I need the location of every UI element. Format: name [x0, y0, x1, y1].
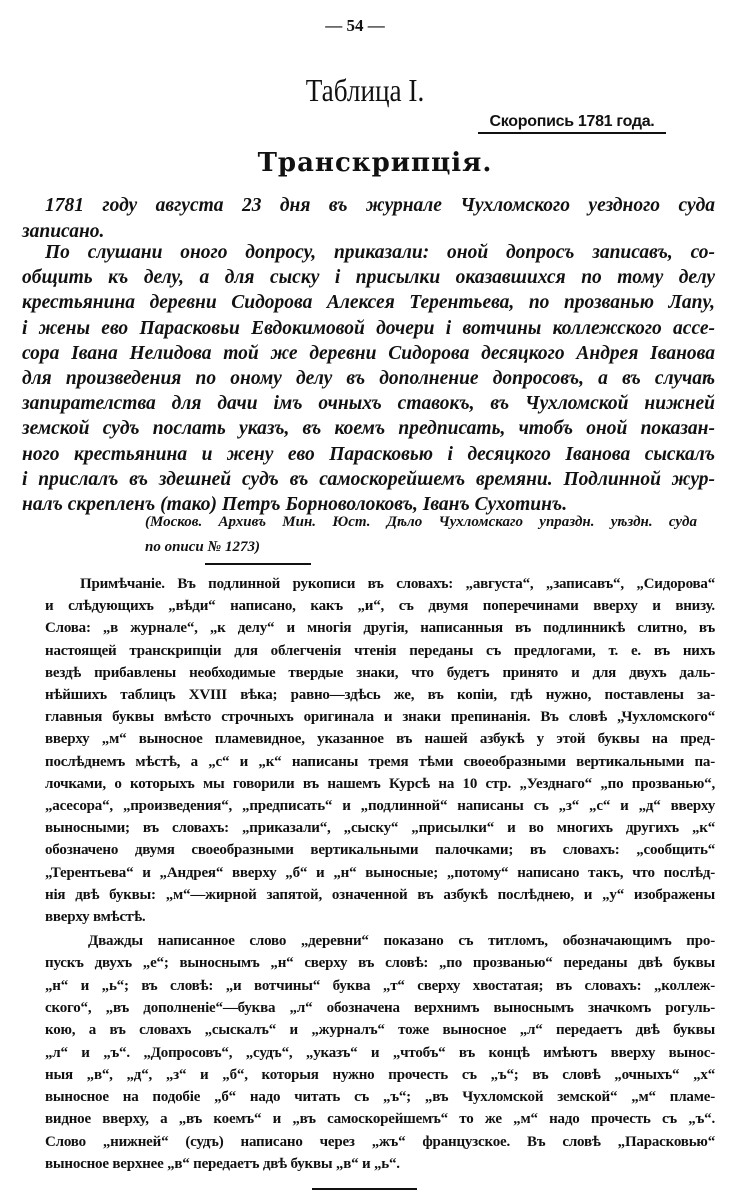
note-line: „л“ и „ъ“. „Допросовъ“, „судъ“, „указъ“ и „чтобъ“ въ концѣ имѣютъ вверху вынос- — [45, 1044, 715, 1061]
note-line: нія двѣ буквы: „м“—жирной запятой, означенной въ азбукѣ послѣднею, и „у“ изображены — [45, 886, 715, 903]
transcription-line: 1781 году августа 23 дня въ журнале Чухломского уездного суда — [45, 195, 715, 216]
note-line: послѣднемъ мѣстѣ, а „с“ и „к“ написаны тремя тѣми своеобразными вертикальными па- — [45, 753, 715, 770]
transcription-line: общить къ делу, а для сыску і присылки оказавшихся по тому делу — [22, 267, 715, 289]
note-line: выносное верхнее „в“ передаетъ двѣ буквы „в“ и „ь“. — [45, 1156, 400, 1172]
transcription-line: земской судъ послать указъ, въ коемъ предписать, чтобъ оной показан- — [22, 418, 715, 440]
note-line: настоящей транскрипціи для облегченія чтенія переданы съ предлогами, т. е. въ нихъ — [45, 642, 715, 659]
transcription-line: По слушани оного допросу, приказали: оной допросъ записавъ, со- — [45, 242, 715, 263]
note-line: вверху „м“ выносное пламевидное, указанное въ нашей азбукѣ у этой буквы на пред- — [45, 731, 715, 748]
note-line: ныя „в“, „д“, „з“ и „б“, которыя нужно прочесть съ „ъ“; въ словѣ „очныхъ“ „х“ — [45, 1066, 715, 1083]
note-line: и слѣдующихъ „вѣди“ написано, какъ „и“, съ двумя поперечинами вверху и внизу. — [45, 598, 715, 615]
note-line: „Терентьева“ и „Андрея“ вверху „б“ и „н“ выносные; „потому“ написано такъ, что послѣд- — [45, 864, 715, 881]
note-line: Дважды написанное слово „деревни“ показано съ титломъ, обозначающимъ про- — [88, 933, 715, 949]
transcription-line: і жены ево Парасковьи Евдокимовой дочери і вотчины коллежского ассе- — [22, 317, 715, 339]
page-number: — 54 — — [325, 16, 385, 35]
note-line: Слова: „в журнале“, „к делу“ и многія другія, написанныя въ подлинникѣ слитно, въ — [45, 620, 715, 637]
table-title: Таблица I. — [305, 72, 425, 108]
note-line: вверху вмѣстѣ. — [45, 909, 146, 925]
note-line: главныя буквы вмѣсто строчныхъ оригинала и знаки препинанія. Въ словѣ „Чухломского“ — [45, 709, 715, 726]
divider — [205, 563, 311, 565]
transcription-line: запирателства для дачи імъ очныхъ ставокъ, въ Чухломской нижней — [22, 393, 715, 415]
transcription-line: для произведения по оному делу въ дополнение допросовъ, а въ случаѣ — [22, 368, 715, 389]
transcription-line: налъ скрепленъ (тако) Петръ Борноволоковъ, Іванъ Сухотинъ. — [22, 494, 568, 515]
transcription-line: сора Івана Нелидова той же деревни Сидорова десяцкого Андрея Іванова — [22, 342, 715, 364]
note-line: видное вверху, а „въ коемъ“ и „въ самоскорейшемъ“ то же „м“ надо прочесть съ „ъ“. — [45, 1111, 715, 1128]
note-line: Примѣчаніе. Въ подлинной рукописи въ словахъ: „августа“, „записавъ“, „Сидорова“ — [80, 576, 715, 592]
transcription-line: крестьянина деревни Сидорова Алексея Терентьева, по прозванью Лапу, — [22, 292, 715, 314]
note-line: лочками, о которыхъ мы говорили въ нашемъ Курсѣ на 10 стр. „Уезднаго“ „по прозванью“, — [45, 775, 715, 792]
transcription-line: і прислалъ въ здешней судъ въ самоскорейшемъ времяни. Подлинной жур- — [22, 468, 715, 490]
note-line: нѣйшихъ таблицъ XVIII вѣка; равно—здѣсь же, въ копіи, гдѣ нужно, поставлены за- — [45, 687, 715, 703]
note-line: вездѣ прибавлены необходимые твердые знаки, что будетъ принято и для двухъ даль- — [45, 664, 715, 681]
note-line: выносное на подобіе „б“ надо читать съ „ъ“; „въ Чухломской земской“ „м“ пламе- — [45, 1089, 715, 1106]
note-line: ского“, „въ дополненіе“—буква „л“ обозначена верхнимъ выноснымъ значкомъ рогуль- — [45, 999, 715, 1016]
note-line: кою, а въ словахъ „сыскалъ“ и „журналъ“ тоже выносное „л“ передаетъ двѣ буквы — [45, 1022, 715, 1039]
note-line: обозначено двумя своеобразными вертикальными палочками; въ словахъ: „сообщить“ — [45, 842, 715, 859]
divider — [312, 1188, 417, 1190]
note-line: выносными; въ словахъ: „приказали“, „сыску“ „присылки“ и во многихъ другихъ „к“ — [45, 820, 715, 837]
note-line: пускъ двухъ „е“; выноснымъ „н“ сверху въ словѣ: „по прозванью“ переданы двѣ буквы — [45, 955, 715, 972]
note-line: Слово „нижней“ (судъ) написано через „жъ“ французское. Въ словѣ „Парасковью“ — [45, 1133, 715, 1150]
citation-line: по описи № 1273) — [145, 539, 260, 555]
note-line: „н“ и „ь“; въ словѣ: „и вотчины“ буква „т“ сверху хвостатая; въ словахъ: „коллеж- — [45, 977, 715, 994]
note-line: „асесора“, „произведения“, „предписать“ и „подлинной“ написаны съ „з“ „с“ и „д“ вверху — [45, 798, 715, 814]
citation-line: (Москов. Архивъ Мин. Юст. Дѣло Чухломскаго упраздн. уѣздн. суда — [145, 514, 697, 530]
transcription-line: ного крестьянина и жену ево Парасковью і десяцкого Іванова сыскалъ — [22, 443, 715, 465]
transcription-line: записано. — [22, 220, 105, 242]
transcription-heading: Транскрипція. — [257, 148, 493, 178]
script-label: Скоропись 1781 года. — [478, 113, 666, 134]
